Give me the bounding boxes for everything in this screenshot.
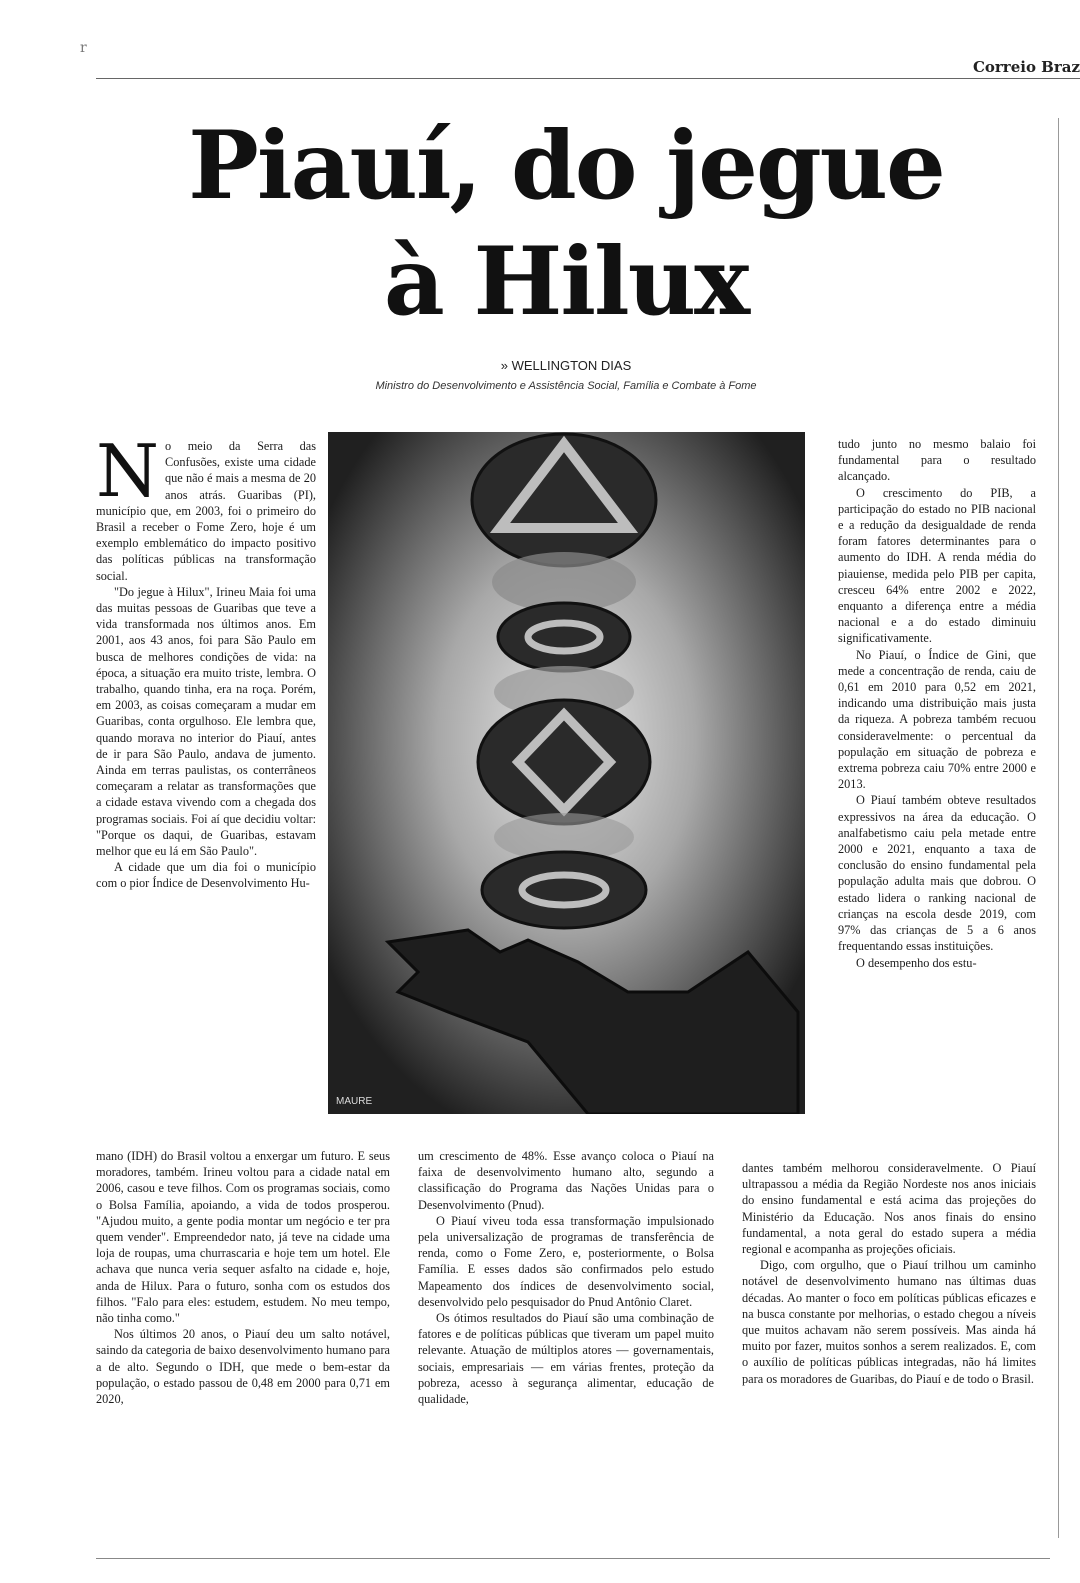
drop-cap: N: [96, 438, 159, 513]
illustrator-signature: MAURE: [336, 1096, 373, 1107]
article-paragraph: "Do jegue à Hilux", Irineu Maia foi uma das muitas pessoas de Guaribas que teve a vida transformada nos últimos anos. Em 2001, aos 43 anos, foi para São Paulo em busca de melhores condições de vida: na época, a situação era muito triste, lembra. O trabalho, quando tinha, era na roça. Porém, em 2003, as coisas começaram a mudar em Guaribas, conta orgulhoso. Ele lembra que, quando morava no interior do Piauí, antes de ir para São Paulo, andava de jumento. Ainda em terras paulistas, os conterrâneos começaram a relatar as transformações que a cidade estava vivendo com a chegada dos programas sociais. Foi aí que decidiu voltar: "Porque os daqui, de Guaribas, estavam melhor que eu lá em São Paulo".: [96, 584, 316, 859]
article-paragraph: No Piauí, o Índice de Gini, que mede a concentração de renda, caiu de 0,61 em 2010 para 0,52 em 2021, indicando uma distribuição mais justa da riqueza. A pobreza também recuou consideravelmente: o percentual da população em situação de pobreza e extrema pobreza caiu 70% entre 2000 e 2013.: [838, 647, 1036, 792]
article-paragraph: O Piauí viveu toda essa transformação impulsionado pela universalização de programas de transferência de renda, como o Fome Zero, e, posteriormente, o Bolsa Família. E esses dados são confirmados pelo estudo Mapeamento dos índices de desenvolvimento social, desenvolvido pelo pesquisador do Pnud Antônio Claret.: [418, 1213, 714, 1309]
illustration-hand-with-floating-discs: [328, 432, 805, 1114]
disc-second: [498, 603, 630, 671]
article-column-left: [96, 438, 316, 1142]
article-paragraph: dantes também melhorou consideravelmente. O Piauí ultrapassou a média da Região Nordeste nos anos iniciais do ensino fundamental e está acima das projeções do Ministério da Educação. Nos anos finais do ensino fundamental, a nota geral do estado supera a média regional e acompanha as projeções oficiais.: [742, 1161, 1036, 1257]
article-paragraph: Nos últimos 20 anos, o Piauí deu um salto notável, saindo da categoria de baixo desenvolvimento humano para a de alto. Segundo o IDH, que mede o bem-estar da população, o estado passou de 0,48 em 2000 para 0,71 em 2020,: [96, 1327, 390, 1407]
article-paragraph: tudo junto no mesmo balaio foi fundamental para o resultado alcançado.: [838, 437, 1036, 484]
author-byline: » WELLINGTON DIAS: [500, 358, 632, 373]
article-paragraph: A cidade que um dia foi o município com o pior Índice de Desenvolvimento Hu-: [96, 860, 316, 891]
article-headline: [96, 108, 1036, 340]
newspaper-brand: Correio Braz: [972, 58, 1080, 76]
article-column-bottom-left: [96, 1148, 390, 1528]
top-divider: [96, 78, 1080, 79]
headline-line-2: à Hilux: [383, 227, 749, 337]
article-paragraph: mano (IDH) do Brasil voltou a enxergar um futuro. E seus moradores, também. Irineu voltou para a cidade natal em 2006, casou e teve filhos. Com os programas sociais, como o Bolsa Família, apoiando, a vida de todos prosperou. "Ajudou muito, a gente podia montar um negócio e ter pra quem vender". Empreendedor nato, já teve na cidade uma loja de roupas, uma churrascaria e hoje tem um hotel. Ele achava que nunca veria sequer asfalto na cidade e, hoje, anda de Hilux. Para o futuro, sonha com os estudos dos filhos. "Falo para eles: estudem, estudem. No meu tempo, não tinha como.": [96, 1149, 390, 1326]
right-column-divider: [1058, 118, 1059, 1538]
disc-top: [472, 434, 656, 566]
article-column-bottom-middle: [418, 1148, 714, 1528]
article-paragraph: Os ótimos resultados do Piauí são uma combinação de fatores e de políticas públicas que tiveram um papel muito relevante. Atuação de múltiplos atores — governamentais, sociais, empresariais — em várias frentes, proteção da pobreza, acesso à segurança alimentar, educação de qualidade,: [418, 1311, 714, 1407]
corner-crop-mark: r: [80, 40, 87, 56]
disc-bottom: [482, 852, 646, 928]
article-paragraph: um crescimento de 48%. Esse avanço coloca o Piauí na faixa de desenvolvimento humano alto, segundo a classificação do Programa das Nações Unidas para o Desenvolvimento (Pnud).: [418, 1149, 714, 1212]
article-paragraph: O desempenho dos estu-: [856, 955, 977, 970]
author-credit: Ministro do Desenvolvimento e Assistência Social, Família e Combate à Fome: [375, 380, 757, 392]
article-paragraph: Digo, com orgulho, que o Piauí trilhou um caminho notável de desenvolvimento humano nas últimas duas décadas. Ao manter o foco em políticas públicas eficazes e na busca constante por melhorias, o estado chegou a níveis que muitos achavam não serem possíveis. Mas ainda há muito por fazer, muitos sonhos a serem realizados. E, com o auxílio de políticas públicas integradas, não há limites para os moradores de Guaribas, do Piauí e de todo o Brasil.: [742, 1258, 1036, 1386]
article-paragraph: O Piauí também obteve resultados expressivos na área da educação. O analfabetismo caiu pela metade entre 2000 e 2021, enquanto a taxa de conclusão do ensino fundamental pela população adulta mais que dobrou. O estado lidera o ranking nacional de crianças na escola desde 2019, com 97% das crianças de 5 a 6 anos frequentando essas instituições.: [838, 793, 1036, 954]
article-paragraph: O crescimento do PIB, a participação do estado no PIB nacional e a redução da desigualdade de renda foram fatores determinantes para o aumento do IDH. A renda média do piauiense, medida pelo PIB per capita, cresceu 64% entre 2002 e 2022, enquanto a diferença entre a média nacional e a do estado diminuiu significativamente.: [838, 485, 1036, 646]
article-paragraph: [96, 438, 316, 584]
article-column-right: [838, 436, 1036, 1162]
paragraph-text: o meio da Serra das Confusões, existe uma cidade que não é mais a mesma de 20 anos atrás. Guaribas (PI), município que, em 2003, foi o primeiro do Brasil a receber o Fome Zero, hoje é um exemplo emblemático do impacto positivo das políticas públicas na transformação social.: [96, 439, 316, 583]
article-column-bottom-right: [742, 1160, 1036, 1530]
headline-line-1: Piauí, do jegue: [188, 111, 944, 221]
bottom-divider: [96, 1558, 1050, 1559]
